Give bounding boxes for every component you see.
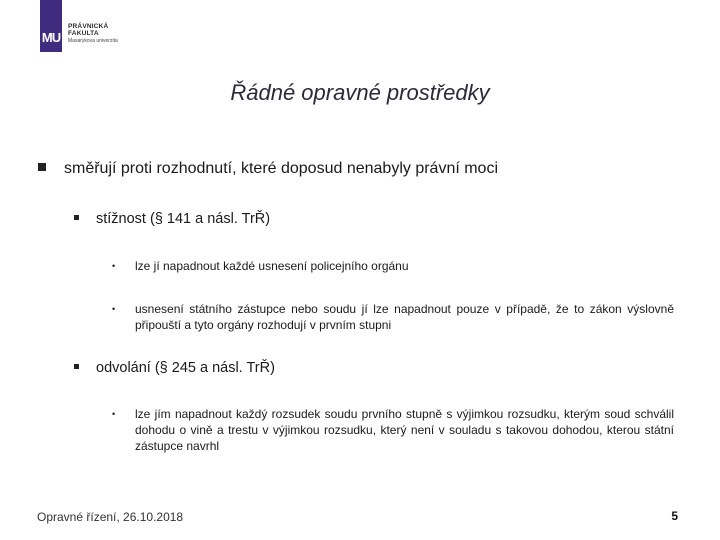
main-point [38, 160, 498, 178]
complaint-item-text: lze jí napadnout každé usnesení policejního orgánu [135, 259, 409, 273]
sub-point-appeal-label: odvolání (§ 245 a násl. TrŘ) [96, 360, 275, 376]
sub-point-complaint-label: stížnost (§ 141 a násl. TrŘ) [96, 211, 271, 227]
main-point-text: směřují proti rozhodnutí, které doposud nenabyly právní moci [64, 160, 499, 177]
slide-title: Řádné opravné prostředky [230, 80, 490, 105]
complaint-item-text: usnesení státního zástupce nebo soudu jí lze napadnout pouze v případě, že to zákon výslovně připouští a tyto orgány rozhodují v prvním stupni [135, 302, 674, 332]
complaint-item [112, 301, 674, 333]
logo-line-university: Masarykova univerzita [68, 37, 118, 44]
logo-line-faculty-type: PRÁVNICKÁ [68, 23, 109, 30]
logo-text [68, 0, 118, 44]
mu-logo-mark [40, 0, 62, 52]
complaint-item [112, 258, 674, 274]
sub-point-appeal [74, 360, 275, 376]
dot-bullet-icon: • [112, 261, 116, 271]
square-bullet-icon [74, 364, 79, 369]
square-bullet-icon [38, 163, 46, 171]
square-bullet-icon [74, 215, 79, 220]
dot-bullet-icon: • [112, 409, 116, 419]
faculty-logo [40, 0, 118, 52]
appeal-item-text: lze jím napadnout každý rozsudek soudu prvního stupně s výjimkou rozsudku, kterým soud schválil dohodu o vině a trestu v výjimkou rozsudku, který není v souladu s takovou dohodou, kterou státní zástupce navrhl [135, 407, 674, 453]
footer-text: Opravné řízení, 26.10.2018 [37, 510, 184, 524]
appeal-item [112, 406, 674, 454]
logo-mark-letters: MU [41, 30, 61, 45]
sub-point-complaint [74, 211, 270, 227]
logo-line-faculty: FAKULTA [68, 29, 99, 37]
dot-bullet-icon: • [112, 304, 116, 314]
page-number: 5 [671, 509, 678, 523]
